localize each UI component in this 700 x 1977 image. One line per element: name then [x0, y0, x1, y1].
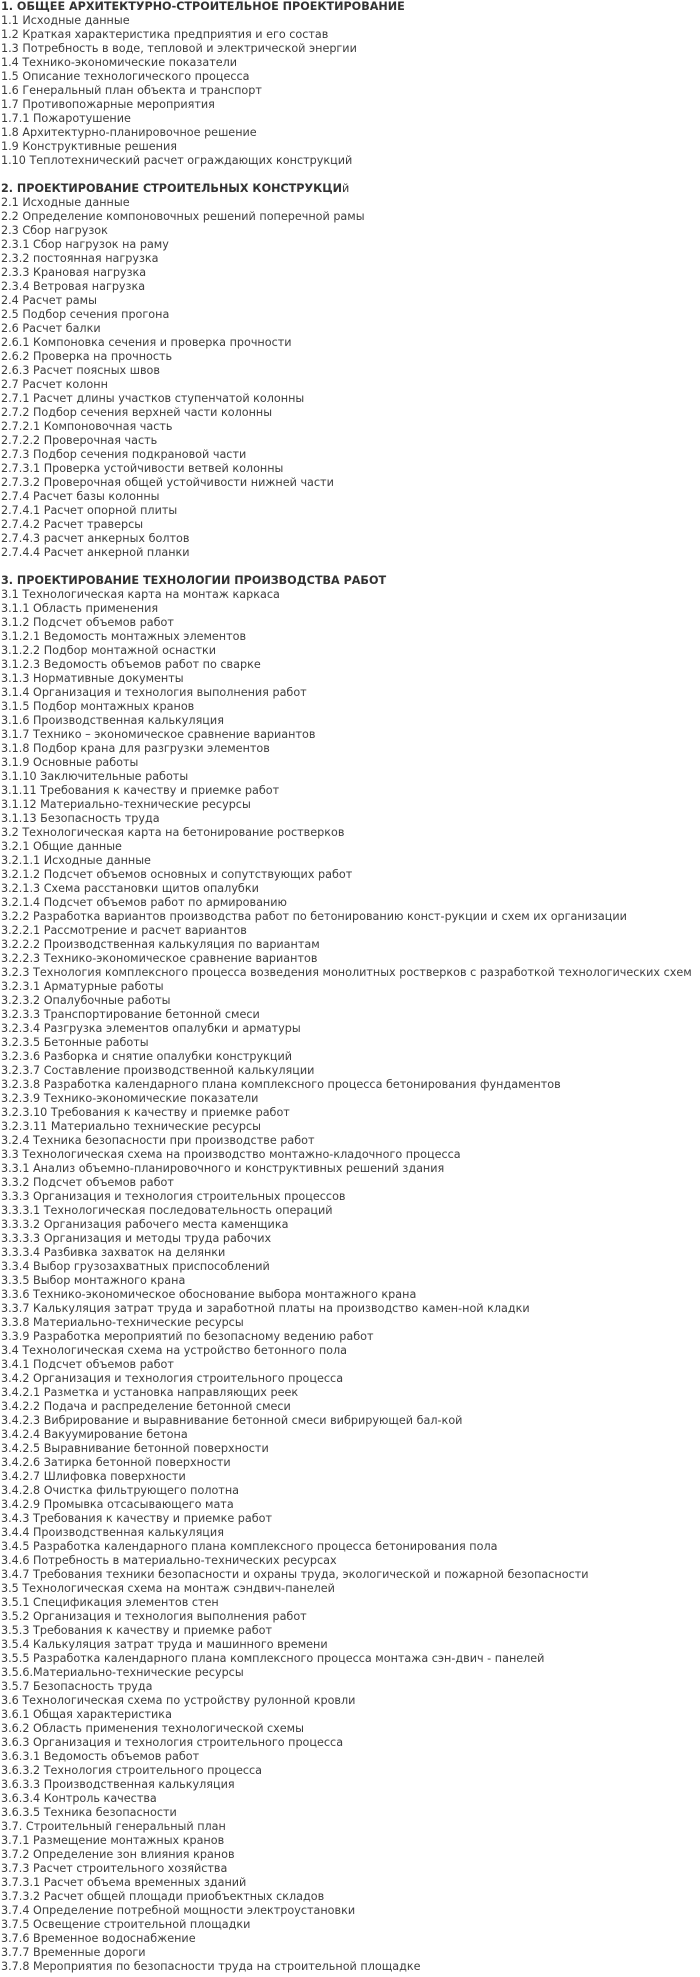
- toc-item: 3.1.11 Требования к качеству и приемке работ: [1, 784, 280, 797]
- toc-item: 3.1.12 Материально-технические ресурсы: [1, 798, 251, 811]
- toc-item: 3.3.1 Анализ объемно-планировочного и конструктивных решений здания: [1, 1162, 445, 1175]
- toc-item: 3.2.3.11 Материально технические ресурсы: [1, 1120, 261, 1133]
- toc-item: 1.5 Описание технологического процесса: [1, 70, 250, 83]
- toc-item: 3.4.2.2 Подача и распределение бетонной смеси: [1, 1400, 291, 1413]
- toc-item: 2.1 Исходные данные: [1, 196, 130, 209]
- toc-item: 3.3.3.3 Организация и методы труда рабочих: [1, 1232, 272, 1245]
- toc-item: 3.3.2 Подсчет объемов работ: [1, 1176, 174, 1189]
- toc-item: 3.3.9 Разработка мероприятий по безопасному ведению работ: [1, 1330, 374, 1343]
- toc-item: 3.4.6 Потребность в материально-технических ресурсах: [1, 1554, 337, 1567]
- toc-item: 2.7.2 Подбор сечения верхней части колонны: [1, 406, 273, 419]
- toc-item: 3.1.1 Область применения: [1, 602, 159, 615]
- toc-item: 3.2.1 Общие данные: [1, 840, 122, 853]
- toc-item: 3.2.1.2 Подсчет объемов основных и сопутствующих работ: [1, 868, 353, 881]
- toc-item: 3.7.3 Расчет строительного хозяйства: [1, 1862, 228, 1875]
- toc-item: 2.7.4.3 расчет анкерных болтов: [1, 532, 190, 545]
- toc-item: 3.4.2.3 Вибрирование и выравнивание бетонной смеси вибрирующей бал-кой: [1, 1414, 463, 1427]
- toc-item: 3.6.3 Организация и технология строительного процесса: [1, 1736, 344, 1749]
- toc-item: 3.4.2.6 Затирка бетонной поверхности: [1, 1456, 231, 1469]
- toc-item: 3.4.2.7 Шлифовка поверхности: [1, 1470, 186, 1483]
- toc-item: 3.1.6 Производственная калькуляция: [1, 714, 224, 727]
- toc-item: 3.4.2.5 Выравнивание бетонной поверхности: [1, 1442, 269, 1455]
- toc-item: 2.7.4.4 Расчет анкерной планки: [1, 546, 190, 559]
- toc-item: 2.7.3.2 Проверочная общей устойчивости нижней части: [1, 476, 334, 489]
- toc-item: 2.3.3 Крановая нагрузка: [1, 266, 147, 279]
- toc-item: 3.1.2.3 Ведомость объемов работ по сварке: [1, 658, 261, 671]
- toc-item: 2.7.2.1 Компоновочная часть: [1, 420, 173, 433]
- toc-item: 2.7.2.2 Проверочная часть: [1, 434, 158, 447]
- toc-item: 3.2.3.7 Составление производственной калькуляции: [1, 1064, 315, 1077]
- toc-item: 3.5.1 Спецификация элементов стен: [1, 1596, 219, 1609]
- toc-item: 3.3.4 Выбор грузозахватных приспособлений: [1, 1260, 270, 1273]
- toc-section: [1, 182, 700, 560]
- section-heading-text: 2. ПРОЕКТИРОВАНИЕ СТРОИТЕЛЬНЫХ КОНСТРУКЦИ: [1, 182, 342, 195]
- toc-item: 3.4.2.1 Разметка и установка направляющих реек: [1, 1386, 299, 1399]
- toc-item: 3.7.4 Определение потребной мощности электроустановки: [1, 1904, 356, 1917]
- toc-item: 3.1.7 Технико – экономическое сравнение вариантов: [1, 728, 316, 741]
- toc-item: 3.4.2.8 Очистка фильтрующего полотна: [1, 1484, 239, 1497]
- toc-item: 3.3.3.2 Организация рабочего места каменщика: [1, 1218, 289, 1231]
- toc-item: 3.5.3 Требования к качеству и приемке работ: [1, 1624, 273, 1637]
- toc-item: 2.3.1 Сбор нагрузок на раму: [1, 238, 169, 251]
- toc-item: 2.2 Определение компоновочных решений поперечной рамы: [1, 210, 365, 223]
- toc-item: 2.7.3.1 Проверка устойчивости ветвей колонны: [1, 462, 284, 475]
- toc-item: 2.3 Сбор нагрузок: [1, 224, 108, 237]
- toc-section: [1, 0, 700, 168]
- toc-item: 3.4.4 Производственная калькуляция: [1, 1526, 224, 1539]
- toc-item: 3.2.3.5 Бетонные работы: [1, 1036, 149, 1049]
- toc-item: 3.2.2.3 Технико-экономическое сравнение вариантов: [1, 952, 318, 965]
- toc-item: 3.6.3.1 Ведомость объемов работ: [1, 1750, 200, 1763]
- toc-item: 3.2.3.1 Арматурные работы: [1, 980, 164, 993]
- toc-item: 1.6 Генеральный план объекта и транспорт: [1, 84, 262, 97]
- toc-item: 3.5 Технологическая схема на монтаж сэндвич-панелей: [1, 1582, 335, 1595]
- toc-item: 3.5.4 Калькуляция затрат труда и машинного времени: [1, 1638, 328, 1651]
- toc-item: 2.6.1 Компоновка сечения и проверка прочности: [1, 336, 292, 349]
- toc-item: 3.2.1.1 Исходные данные: [1, 854, 151, 867]
- toc-item: 3.3.8 Материально-технические ресурсы: [1, 1316, 244, 1329]
- section-heading: [1, 182, 700, 196]
- toc-item: 2.7.4 Расчет базы колонны: [1, 490, 160, 503]
- toc-item: 3.1.10 Заключительные работы: [1, 770, 189, 783]
- toc-item: 3.6 Технологическая схема по устройству рулонной кровли: [1, 1694, 356, 1707]
- toc-item: 3.2.3.3 Транспортирование бетонной смеси: [1, 1008, 260, 1021]
- toc-item: 3.6.2 Область применения технологической схемы: [1, 1722, 304, 1735]
- toc-item: 2.7 Расчет колонн: [1, 378, 108, 391]
- toc-item: 3.7.8 Мероприятия по безопасности труда на строительной площадке: [1, 1960, 421, 1973]
- toc-item: 3.4.2 Организация и технология строительного процесса: [1, 1372, 344, 1385]
- toc-item: 3.2.3.10 Требования к качеству и приемке работ: [1, 1106, 290, 1119]
- toc-section: [1, 574, 700, 1974]
- toc-item: 3.1.13 Безопасность труда: [1, 812, 160, 825]
- toc-item: 1.8 Архитектурно-планировочное решение: [1, 126, 257, 139]
- section-heading-text: 3. ПРОЕКТИРОВАНИЕ ТЕХНОЛОГИИ ПРОИЗВОДСТВА РАБОТ: [1, 574, 387, 587]
- toc-item: 3.5.7 Безопасность труда: [1, 1680, 153, 1693]
- toc-item: 3.2.3.4 Разгрузка элементов опалубки и арматуры: [1, 1022, 301, 1035]
- toc-item: 3.2.3.8 Разработка календарного плана комплексного процесса бетонирования фундаментов: [1, 1078, 561, 1091]
- toc-item: 3.6.1 Общая характеристика: [1, 1708, 172, 1721]
- toc-item: 3.1.2.2 Подбор монтажной оснастки: [1, 644, 216, 657]
- section-heading: [1, 574, 700, 588]
- toc-item: 1.7 Противопожарные мероприятия: [1, 98, 215, 111]
- toc-item: 3.6.3.5 Техника безопасности: [1, 1806, 177, 1819]
- toc-item: 3.5.6.Материально-технические ресурсы: [1, 1666, 244, 1679]
- toc-item: 3.4.2.9 Промывка отсасывающего мата: [1, 1498, 234, 1511]
- toc-item: 1.4 Технико-экономические показатели: [1, 56, 238, 69]
- toc-item: 2.7.4.2 Расчет траверсы: [1, 518, 144, 531]
- toc-item: 3.3.6 Технико-экономическое обоснование выбора монтажного крана: [1, 1288, 417, 1301]
- toc-item: 3.1.2.1 Ведомость монтажных элементов: [1, 630, 247, 643]
- toc-item: 3.2.2.1 Рассмотрение и расчет вариантов: [1, 924, 247, 937]
- toc-item: 3.7.2 Определение зон влияния кранов: [1, 1848, 235, 1861]
- toc-item: 3.2.3.2 Опалубочные работы: [1, 994, 171, 1007]
- section-heading-tail: й: [342, 182, 350, 195]
- toc-item: 3.4 Технологическая схема на устройство бетонного пола: [1, 1344, 347, 1357]
- toc-item: 3.6.3.3 Производственная калькуляция: [1, 1778, 235, 1791]
- toc-item: 3.7. Строительный генеральный план: [1, 1820, 226, 1833]
- section-heading: [1, 0, 700, 14]
- toc-item: 3.7.7 Временные дороги: [1, 1946, 146, 1959]
- toc-item: 3.6.3.4 Контроль качества: [1, 1792, 157, 1805]
- toc-item: 3.2 Технологическая карта на бетонирование ростверков: [1, 826, 345, 839]
- toc-item: 3.2.3.6 Разборка и снятие опалубки конструкций: [1, 1050, 293, 1063]
- toc-item: 1.1 Исходные данные: [1, 14, 130, 27]
- toc-item: 3.5.5 Разработка календарного плана комплексного процесса монтажа сэн-двич - панелей: [1, 1652, 545, 1665]
- toc-item: 1.9 Конструктивные решения: [1, 140, 177, 153]
- toc-item: 3.3.5 Выбор монтажного крана: [1, 1274, 186, 1287]
- toc-item: 3.2.2.2 Производственная калькуляция по вариантам: [1, 938, 320, 951]
- toc-item: 3.4.1 Подсчет объемов работ: [1, 1358, 174, 1371]
- toc-item: 3.7.6 Временное водоснабжение: [1, 1932, 196, 1945]
- toc-item: 3.4.7 Требования техники безопасности и охраны труда, экологической и пожарной безопасности: [1, 1568, 589, 1581]
- toc-item: 3.4.5 Разработка календарного плана комплексного процесса бетонирования пола: [1, 1540, 498, 1553]
- toc-item: 3.1.9 Основные работы: [1, 756, 139, 769]
- toc-item: 3.3.7 Калькуляция затрат труда и заработной платы на производство камен-ной кладки: [1, 1302, 530, 1315]
- toc-item: 3.3.3 Организация и технология строительных процессов: [1, 1190, 346, 1203]
- toc-item: 2.7.4.1 Расчет опорной плиты: [1, 504, 178, 517]
- toc-item: 1.3 Потребность в воде, тепловой и электрической энергии: [1, 42, 357, 55]
- toc-item: 3.7.1 Размещение монтажных кранов: [1, 1834, 225, 1847]
- toc-item: 3.1.3 Нормативные документы: [1, 672, 184, 685]
- toc-item: 3.1 Технологическая карта на монтаж каркаса: [1, 588, 280, 601]
- toc-item: 3.7.3.2 Расчет общей площади приобъектных складов: [1, 1890, 325, 1903]
- toc-item: 3.2.3.9 Технико-экономические показатели: [1, 1092, 259, 1105]
- toc-item: 2.7.1 Расчет длины участков ступенчатой колонны: [1, 392, 305, 405]
- toc-item: 2.3.4 Ветровая нагрузка: [1, 280, 146, 293]
- toc-item: 1.2 Краткая характеристика предприятия и его состав: [1, 28, 329, 41]
- toc-item: 3.4.2.4 Вакуумирование бетона: [1, 1428, 188, 1441]
- toc-item: 3.3 Технологическая схема на производство монтажно-кладочного процесса: [1, 1148, 461, 1161]
- toc-item: 3.4.3 Требования к качеству и приемке работ: [1, 1512, 273, 1525]
- toc-item: 3.7.3.1 Расчет объема временных зданий: [1, 1876, 247, 1889]
- toc-item: 2.5 Подбор сечения прогона: [1, 308, 170, 321]
- toc-item: 3.3.3.4 Разбивка захваток на делянки: [1, 1246, 226, 1259]
- toc-item: 3.1.4 Организация и технология выполнения работ: [1, 686, 307, 699]
- toc-item: 1.10 Теплотехнический расчет ограждающих конструкций: [1, 154, 353, 167]
- toc-item: 3.1.2 Подсчет объемов работ: [1, 616, 174, 629]
- toc-item: 2.7.3 Подбор сечения подкрановой части: [1, 448, 247, 461]
- toc-item: 3.2.1.3 Схема расстановки щитов опалубки: [1, 882, 259, 895]
- toc-item: 3.2.1.4 Подсчет объемов работ по армированию: [1, 896, 287, 909]
- toc-item: 1.7.1 Пожаротушение: [1, 112, 131, 125]
- section-heading-text: 1. ОБЩЕЕ АРХИТЕКТУРНО-СТРОИТЕЛЬНОЕ ПРОЕКТИРОВАНИЕ: [1, 0, 405, 13]
- toc-item: 3.7.5 Освещение строительной площадки: [1, 1918, 251, 1931]
- toc-item: 3.2.3 Технология комплексного процесса возведения монолитных ростверков с разработкой технологических схем: [1, 966, 692, 979]
- toc-item: 3.2.2 Разработка вариантов производства работ по бетонированию конст-рукции и схем их организации: [1, 910, 627, 923]
- toc-item: 3.5.2 Организация и технология выполнения работ: [1, 1610, 307, 1623]
- toc-item: 3.2.4 Техника безопасности при производстве работ: [1, 1134, 315, 1147]
- toc-item: 3.1.8 Подбор крана для разгрузки элементов: [1, 742, 270, 755]
- toc-item: 2.4 Расчет рамы: [1, 294, 97, 307]
- toc-item: 3.3.3.1 Технологическая последовательность операций: [1, 1204, 333, 1217]
- toc-item: 3.1.5 Подбор монтажных кранов: [1, 700, 195, 713]
- toc-item: 3.6.3.2 Технология строительного процесса: [1, 1764, 263, 1777]
- toc-item: 2.6 Расчет балки: [1, 322, 101, 335]
- toc-item: 2.6.3 Расчет поясных швов: [1, 364, 160, 377]
- toc-item: 2.6.2 Проверка на прочность: [1, 350, 173, 363]
- toc-item: 2.3.2 постоянная нагрузка: [1, 252, 159, 265]
